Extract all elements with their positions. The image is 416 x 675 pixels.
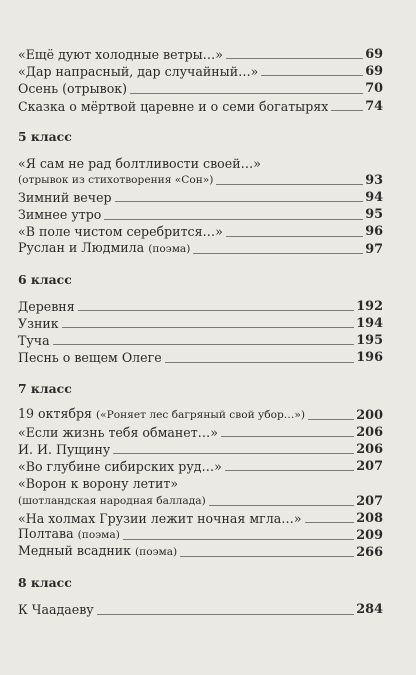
toc-section bbox=[18, 381, 383, 562]
entry-title: Сказка о мёртвой царевне и о семи богатырях bbox=[18, 98, 329, 114]
entry-title-main: Медный всадник bbox=[18, 543, 131, 559]
toc-entry bbox=[18, 493, 383, 510]
dot-leader bbox=[113, 453, 354, 454]
entry-title: «Если жизнь тебя обманет…» bbox=[18, 424, 218, 440]
page-number: 95 bbox=[365, 207, 383, 223]
page-number: 194 bbox=[356, 316, 383, 332]
toc-entry bbox=[18, 206, 383, 223]
page-number: 208 bbox=[356, 510, 383, 526]
table-of-contents bbox=[18, 46, 383, 619]
entry-title: Туча bbox=[18, 333, 50, 349]
page-number: 192 bbox=[356, 298, 383, 314]
entry-suffix: (поэма) bbox=[135, 546, 178, 559]
entry-title: И. И. Пущину bbox=[18, 441, 111, 457]
dot-leader bbox=[165, 362, 355, 363]
dot-leader bbox=[308, 419, 354, 420]
dot-leader bbox=[226, 236, 363, 237]
page-number: 74 bbox=[365, 98, 383, 114]
entry-title bbox=[18, 239, 190, 258]
page-number: 284 bbox=[356, 602, 383, 618]
toc-entry bbox=[18, 458, 383, 475]
toc-entry bbox=[18, 241, 383, 258]
dot-leader bbox=[104, 219, 363, 220]
dot-leader bbox=[130, 93, 363, 94]
toc-entry bbox=[18, 544, 383, 561]
toc-entry bbox=[18, 172, 383, 189]
toc-section bbox=[18, 575, 383, 618]
entry-title: Узник bbox=[18, 316, 59, 332]
page-number: 207 bbox=[356, 493, 383, 509]
toc-entry bbox=[18, 424, 383, 441]
toc-entry bbox=[18, 63, 383, 80]
toc-entry bbox=[18, 98, 383, 115]
dot-leader bbox=[221, 436, 354, 437]
dot-leader bbox=[261, 75, 363, 76]
toc-entry bbox=[18, 298, 383, 315]
page-number: 266 bbox=[356, 545, 383, 561]
toc-section bbox=[18, 46, 383, 115]
page-number: 195 bbox=[356, 333, 383, 349]
dot-leader bbox=[180, 556, 354, 557]
entry-title: «Ещё дуют холодные ветры…» bbox=[18, 46, 223, 62]
dot-leader bbox=[193, 253, 363, 254]
toc-entry bbox=[18, 407, 383, 424]
entry-title: «Дар напрасный, дар случайный…» bbox=[18, 64, 259, 80]
toc-entry bbox=[18, 441, 383, 458]
entry-title: «Я сам не рад болтливости своей…» bbox=[18, 155, 261, 171]
entry-title-main: Руслан и Людмила bbox=[18, 239, 145, 255]
dot-leader bbox=[209, 505, 355, 506]
dot-leader bbox=[216, 184, 363, 185]
entry-title-main: 19 октября bbox=[18, 405, 92, 421]
entry-title: Зимнее утро bbox=[18, 207, 102, 223]
dot-leader bbox=[226, 58, 363, 59]
page-number: 97 bbox=[365, 241, 383, 257]
entry-suffix: (поэма) bbox=[148, 242, 191, 255]
toc-section bbox=[18, 129, 383, 258]
toc-entry bbox=[18, 155, 383, 172]
entry-title: Деревня bbox=[18, 298, 75, 314]
entry-title-main: Полтава bbox=[18, 525, 74, 541]
entry-suffix: (поэма) bbox=[77, 528, 120, 541]
entry-title: Осень (отрывок) bbox=[18, 81, 128, 97]
toc-section bbox=[18, 272, 383, 367]
entry-title bbox=[18, 542, 177, 561]
page-number: 200 bbox=[356, 407, 383, 423]
dot-leader bbox=[331, 110, 363, 111]
section-title: 8 класс bbox=[18, 575, 72, 591]
toc-entry bbox=[18, 46, 383, 63]
toc-entry bbox=[18, 315, 383, 332]
page-number: 209 bbox=[356, 527, 383, 543]
page-number: 206 bbox=[356, 424, 383, 440]
entry-title bbox=[18, 405, 305, 424]
dot-leader bbox=[97, 614, 355, 615]
entry-title: «В поле чистом серебрится…» bbox=[18, 224, 223, 240]
entry-title: (шотландская народная баллада) bbox=[18, 494, 206, 507]
entry-title: «На холмах Грузии лежит ночная мгла…» bbox=[18, 510, 302, 526]
page-number: 93 bbox=[365, 172, 383, 188]
toc-entry bbox=[18, 189, 383, 206]
page-number: 206 bbox=[356, 441, 383, 457]
section-title: 5 класс bbox=[18, 128, 72, 144]
page-number: 207 bbox=[356, 459, 383, 475]
entry-title: Песнь о вещем Олеге bbox=[18, 350, 162, 366]
page-number: 196 bbox=[356, 350, 383, 366]
page-number: 70 bbox=[365, 81, 383, 97]
entry-suffix: («Роняет лес багряный свой убор…») bbox=[96, 408, 305, 421]
entry-title: «Во глубине сибирских руд…» bbox=[18, 459, 222, 475]
toc-entry bbox=[18, 475, 383, 492]
dot-leader bbox=[115, 201, 364, 202]
dot-leader bbox=[305, 522, 355, 523]
dot-leader bbox=[225, 470, 354, 471]
dot-leader bbox=[123, 539, 354, 540]
dot-leader bbox=[62, 327, 355, 328]
section-title: 7 класс bbox=[18, 380, 72, 396]
toc-entry bbox=[18, 332, 383, 349]
dot-leader bbox=[53, 344, 355, 345]
section-title: 6 класс bbox=[18, 271, 72, 287]
toc-entry bbox=[18, 349, 383, 366]
page-number: 96 bbox=[365, 224, 383, 240]
entry-title: (отрывок из стихотворения «Сон») bbox=[18, 173, 214, 186]
entry-title: «Ворон к ворону летит» bbox=[18, 476, 179, 492]
page-number: 94 bbox=[365, 190, 383, 206]
dot-leader bbox=[78, 310, 355, 311]
entry-title: К Чаадаеву bbox=[18, 602, 94, 618]
toc-entry bbox=[18, 80, 383, 97]
toc-entry bbox=[18, 601, 383, 618]
page-number: 69 bbox=[365, 64, 383, 80]
entry-title: Зимний вечер bbox=[18, 190, 112, 206]
page-number: 69 bbox=[365, 46, 383, 62]
